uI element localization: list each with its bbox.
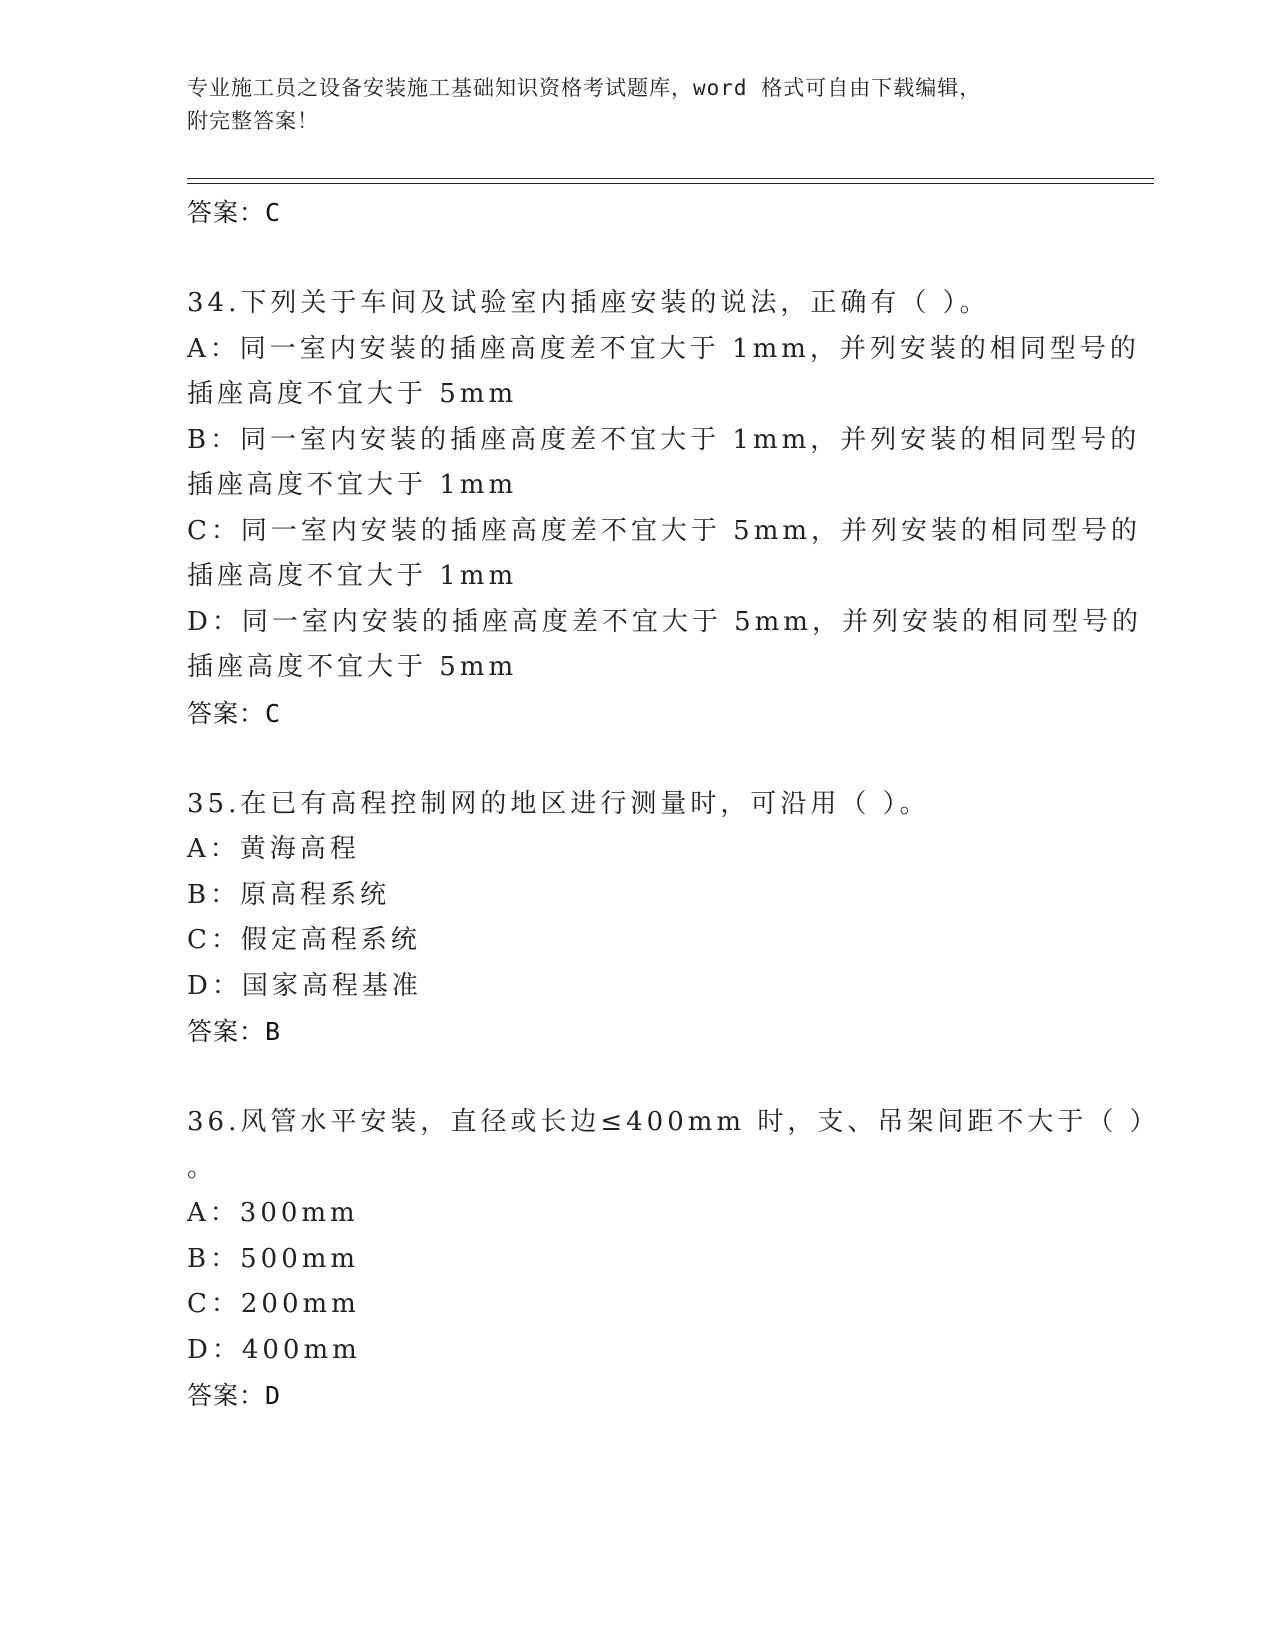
option-a-line-2: 插座高度不宜大于 5mm — [187, 379, 518, 409]
question-list — [187, 190, 1160, 1419]
header-divider-bottom — [187, 183, 1154, 184]
answer-previous: 答案：C — [187, 198, 282, 227]
header-line-2: 附完整答案！ — [187, 109, 319, 133]
question-34 — [187, 281, 1142, 737]
option-b: B：原高程系统 — [187, 879, 391, 910]
question-stem: 34.下列关于车间及试验室内插座安装的说法，正确有（ ）。 — [187, 288, 990, 318]
option-c-line-2: 插座高度不宜大于 1mm — [187, 561, 518, 591]
spacer — [187, 236, 1067, 281]
option-c: C：200mm — [187, 1289, 360, 1319]
answer: 答案：D — [187, 1381, 282, 1410]
answer: 答案：C — [187, 698, 282, 728]
question-stem-line-1: 36.风管水平安装，直径或长边≤400mm 时，支、吊架间距不大于（ ） — [187, 1107, 1160, 1137]
option-b: B：500mm — [187, 1243, 360, 1274]
option-d: D：400mm — [187, 1334, 361, 1365]
spacer — [187, 1055, 1067, 1100]
question-stem: 35.在已有高程控制网的地区进行测量时，可沿用（ ）。 — [187, 788, 930, 819]
question-stem-line-2: 。 — [187, 1152, 218, 1183]
option-a-line-1: A：同一室内安装的插座高度差不宜大于 1mm，并列安装的相同型号的 — [187, 333, 1140, 364]
question-36 — [187, 1100, 1160, 1419]
option-d-line-1: D：同一室内安装的插座高度差不宜大于 5mm，并列安装的相同型号的 — [187, 606, 1142, 637]
option-b-line-2: 插座高度不宜大于 1mm — [187, 470, 518, 500]
option-d-line-2: 插座高度不宜大于 5mm — [187, 652, 518, 682]
question-35 — [187, 782, 1067, 1056]
option-a: A：黄海高程 — [187, 834, 360, 864]
header-line-1: 专业施工员之设备安装施工基础知识资格考试题库，word 格式可自由下载编辑， — [187, 76, 982, 100]
option-a: A：300mm — [187, 1198, 359, 1228]
option-c-line-1: C：同一室内安装的插座高度差不宜大于 5mm，并列安装的相同型号的 — [187, 515, 1142, 546]
option-c: C：假定高程系统 — [187, 925, 421, 955]
spacer — [187, 737, 1067, 782]
option-b-line-1: B：同一室内安装的插座高度差不宜大于 1mm，并列安装的相同型号的 — [187, 424, 1141, 455]
header-divider-top — [187, 178, 1154, 179]
document-header — [187, 72, 1087, 138]
answer: 答案：B — [187, 1017, 282, 1046]
option-d: D：国家高程基准 — [187, 970, 422, 1001]
